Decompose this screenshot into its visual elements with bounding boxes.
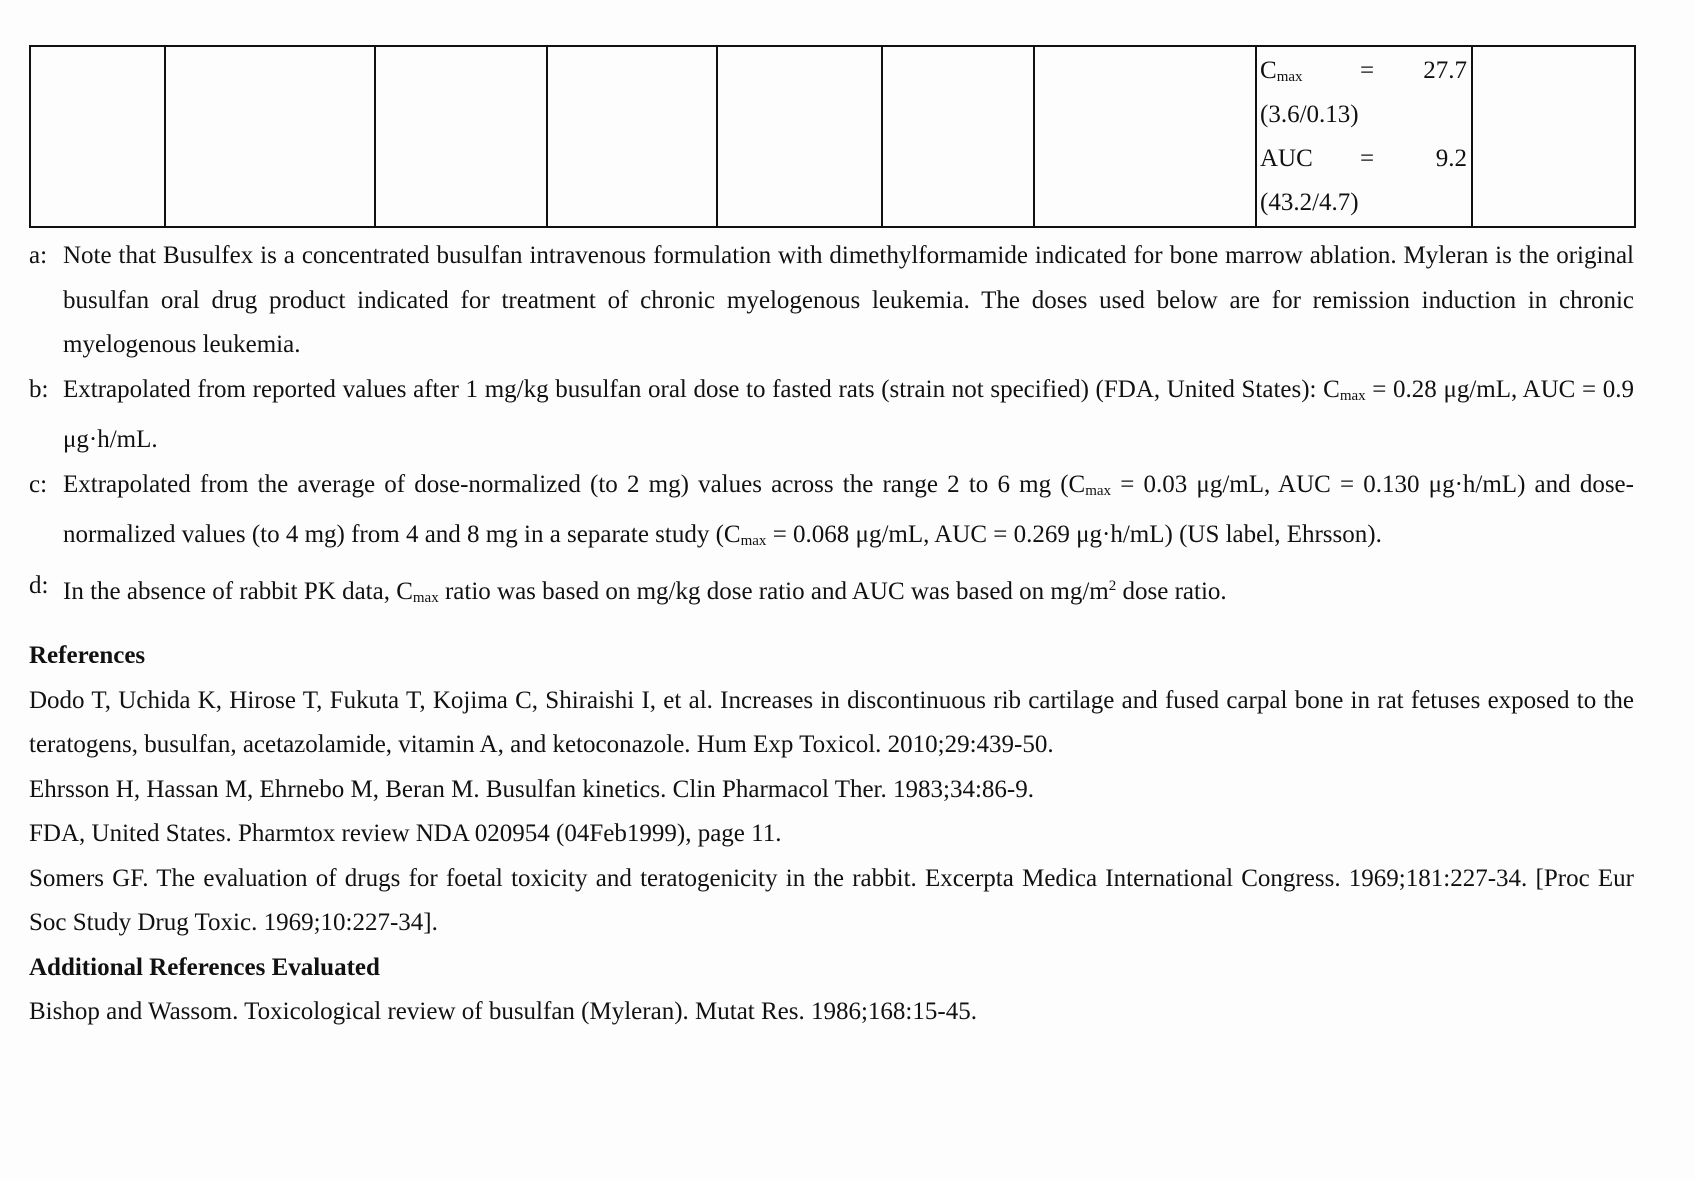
- footnote-b: [29, 368, 1634, 463]
- auc-ratio-value: 9.2: [1435, 145, 1467, 172]
- reference-entry: FDA, United States. Pharmtox review NDA 020954 (04Feb1999), page 11.: [29, 820, 782, 847]
- additional-references-heading: Additional References Evaluated: [29, 953, 380, 981]
- table-cell: [165, 46, 375, 227]
- cmax-label: $C_{max}$: [1260, 57, 1303, 85]
- table-cell: [547, 46, 717, 227]
- reference-entry: Ehrsson H, Hassan M, Ehrnebo M, Beran M. Busulfan kinetics. Clin Pharmacol Ther. 1983;34:86-9.: [29, 775, 1034, 803]
- footnote-text: Extrapolated from reported values after 1 mg/kg busulfan oral dose to fasted rats (strain not specified) (FDA, United States): $C_{max} = 0.28$ μg/mL, AUC = 0.9 μg·h/mL.: [63, 375, 1634, 453]
- table-cell: [1472, 46, 1635, 227]
- auc-ratio-line: [1260, 137, 1467, 181]
- footnote-key: b:: [29, 375, 49, 403]
- auc-label: AUC: [1260, 145, 1313, 172]
- footnote-a: [29, 234, 1634, 368]
- reference-entry: Dodo T, Uchida K, Hirose T, Fukuta T, Kojima C, Shiraishi I, et al. Increases in discontinuous rib cartilage and fused carpal bone in rat fetuses exposed to the teratogens, busulfan, acetazolamide, vitamin A, and ketoconazole. Hum Exp Toxicol. 2010;29:439-50.: [29, 686, 1634, 758]
- footnote-key: c:: [29, 470, 48, 498]
- equals-sign: =: [1360, 145, 1375, 172]
- footnote-text: In the absence of rabbit PK data, $C_{max}$ ratio was based on mg/kg dose ratio and AUC was based on $mg/m^2$ dose ratio.: [63, 577, 1227, 606]
- table-cell: [1034, 46, 1256, 227]
- references-section: [29, 634, 1634, 1035]
- footnote-text: Extrapolated from the average of dose-normalized (to 2 mg) values across the range 2 to 6 mg ($C_{max} = 0.03$ μg/mL, AUC = 0.130 μg·h/mL) and dose-normalized values (to 4 mg) from 4 and 8 mg in a separate study ($C_{max} = 0.068$ μg/mL, AUC = 0.269 μg·h/mL) (US label, Ehrsson).: [63, 470, 1634, 549]
- table-cell: [882, 46, 1034, 227]
- footnote-key: a:: [29, 242, 48, 269]
- pk-comparison-table: [29, 45, 1636, 228]
- footnote-key: d:: [29, 571, 49, 599]
- table-cell: [375, 46, 547, 227]
- table-cell: [717, 46, 882, 227]
- table-cell: [30, 46, 165, 227]
- table-row: [30, 46, 1635, 227]
- additional-reference-entry: Bishop and Wassom. Toxicological review of busulfan (Myleran). Mutat Res. 1986;168:15-45.: [29, 998, 977, 1025]
- reference-entry: Somers GF. The evaluation of drugs for foetal toxicity and teratogenicity in the rabbit. Excerpta Medica International Congress. 1969;181:227-34. [Proc Eur Soc Study Drug Toxic. 1969;10:227-34].: [29, 864, 1634, 936]
- cmax-ratio-value: 27.7: [1423, 57, 1467, 84]
- table-footnotes: [29, 234, 1634, 620]
- references-heading: References: [29, 642, 146, 669]
- auc-ratio-detail: (43.2/4.7): [1260, 189, 1359, 216]
- cmax-ratio-detail: (3.6/0.13): [1260, 101, 1359, 128]
- exposure-ratio-cell: [1256, 46, 1472, 227]
- footnote-d: [29, 564, 1634, 621]
- cmax-ratio-line: [1260, 49, 1467, 93]
- footnote-text: Note that Busulfex is a concentrated busulfan intravenous formulation with dimethylformamide indicated for bone marrow ablation. Myleran is the original busulfan oral drug product indicated for treatment of chronic myelogenous leukemia. The doses used below are for remission induction in chronic myelogenous leukemia.: [63, 242, 1634, 358]
- footnote-c: [29, 463, 1634, 564]
- equals-sign: =: [1360, 57, 1375, 84]
